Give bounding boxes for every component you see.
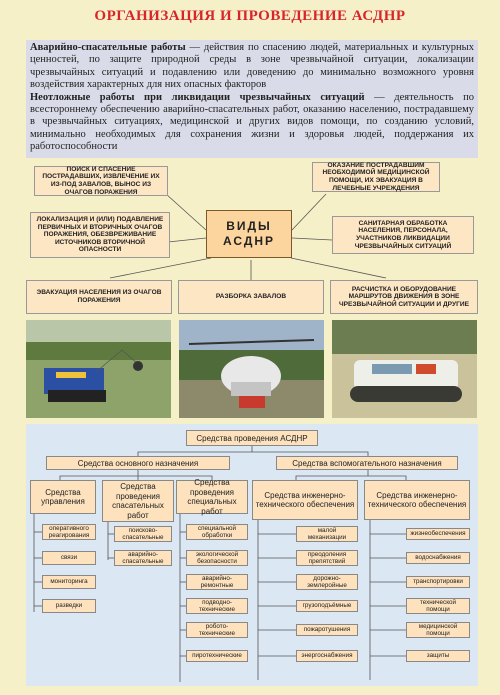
rescue-item-search: поисково-спасательные	[114, 526, 172, 542]
photo-helicopter	[179, 320, 324, 418]
engineering-label: Средства инженерно-технического обеспечения	[252, 480, 358, 520]
control-item-monitoring: мониторинга	[42, 575, 96, 589]
definition-urgent-works: — деятельность по всестороннему обеспечению аварийно-спасательных работ, оказанию населению, пострадавшему в чрезвычайных ситуациях, медицинской и других видов помощи, по созданию условий, минимально необходимых для сохранения жизни и здоровья людей, поддержания их работоспособности	[30, 91, 474, 153]
control-item-communication: связи	[42, 551, 96, 565]
engineering-item-power: энергоснабжения	[296, 650, 358, 662]
photo-tracked-vehicle	[332, 320, 477, 418]
engineering-item-obstacles: преодоления препятствий	[296, 550, 358, 566]
type-localization: ЛОКАЛИЗАЦИЯ И (ИЛИ) ПОДАВЛЕНИЕ ПЕРВИЧНЫХ И ВТОРИЧНЫХ ОЧАГОВ ПОРАЖЕНИЯ, ОБЕЗВРЕЖИВАНИЕ ИСТОЧНИКОВ ВТОРИЧНОЙ ОПАСНОСТИ	[30, 212, 170, 258]
type-medical: ОКАЗАНИЕ ПОСТРАДАВШИМ НЕОБХОДИМОЙ МЕДИЦИНСКОЙ ПОМОЩИ, ИХ ЭВАКУАЦИЯ В ЛЕЧЕБНЫЕ УЧРЕЖДЕНИЯ	[312, 162, 440, 192]
special-item-repair: аварийно-ремонтные	[186, 574, 248, 590]
type-sanitary: САНИТАРНАЯ ОБРАБОТКА НАСЕЛЕНИЯ, ПЕРСОНАЛА, УЧАСТНИКОВ ЛИКВИДАЦИИ ЧРЕЗВЫЧАЙНЫХ СИТУАЦИЙ	[332, 216, 474, 254]
life-item-transport: транспортировки	[406, 576, 470, 588]
page-title: ОРГАНИЗАЦИЯ И ПРОВЕДЕНИЕ АСДНР	[94, 8, 406, 24]
means-section	[26, 424, 478, 686]
term-rescue-works: Аварийно-спасательные работы	[30, 42, 186, 53]
means-aux: Средства вспомогательного назначения	[276, 456, 458, 470]
engineering-item-small-mech: малой механизации	[296, 526, 358, 542]
special-item-pyrotechnic: пиротехнические	[186, 650, 248, 662]
definitions-block	[26, 40, 478, 158]
life-label: Средства инженерно-технического обеспечения	[364, 480, 470, 520]
types-center	[206, 210, 292, 258]
life-item-protection: защиты	[406, 650, 470, 662]
control-label: Средства управления	[30, 480, 96, 514]
rescue-item-emergency: аварийно-спасательные	[114, 550, 172, 566]
means-root: Средства проведения АСДНР	[186, 430, 318, 446]
engineering-item-earthmoving: дорожно-землеройные	[296, 574, 358, 590]
life-item-water: водоснабжения	[406, 552, 470, 564]
photo-robot-vehicle	[26, 320, 171, 418]
term-urgent-works: Неотложные работы при ликвидации чрезвычайных ситуаций	[30, 91, 365, 103]
engineering-item-lifting: грузоподъёмные	[296, 600, 358, 612]
life-item-medical: медицинской помощи	[406, 622, 470, 638]
type-debris: РАЗБОРКА ЗАВАЛОВ	[178, 280, 324, 314]
control-item-reconnaissance: разведки	[42, 599, 96, 613]
type-routes: РАСЧИСТКА И ОБОРУДОВАНИЕ МАРШРУТОВ ДВИЖЕНИЯ В ЗОНЕ ЧРЕЗВЫЧАЙНОЙ СИТУАЦИИ И ДРУГИЕ	[330, 280, 478, 314]
types-center-line2: АСДНР	[222, 234, 276, 248]
life-item-tech-help: технической помощи	[406, 598, 470, 614]
engineering-item-firefighting: пожаротушения	[296, 624, 358, 636]
special-label: Средства проведения специальных работ	[176, 480, 248, 514]
special-item-ecology: экологической безопасности	[186, 550, 248, 566]
special-item-robotic: робото-технические	[186, 622, 248, 638]
types-diagram	[26, 160, 478, 320]
type-rescue: ПОИСК И СПАСЕНИЕ ПОСТРАДАВШИХ, ИЗВЛЕЧЕНИЕ ИХ ИЗ-ПОД ЗАВАЛОВ, ВЫНОС ИЗ ОЧАГОВ ПОРАЖЕНИЯ	[34, 166, 168, 196]
definition-rescue-works: — действия по спасению людей, материальных и культурных ценностей, по защите природной среды в зоне чрезвычайной ситуации, локализации чрезвычайных ситуаций и подавлению или доведению до минимально возможного уровня воздействия характерных для них опасных факторов	[30, 42, 474, 91]
type-evacuation: ЭВАКУАЦИЯ НАСЕЛЕНИЯ ИЗ ОЧАГОВ ПОРАЖЕНИЯ	[26, 280, 172, 314]
means-main: Средства основного назначения	[46, 456, 230, 470]
special-item-underwater: подводно-технические	[186, 598, 248, 614]
photo-strip	[26, 320, 478, 418]
rescue-label: Средства проведения спасательных работ	[102, 480, 174, 522]
life-item-life-support: жизнеобеспечения	[406, 528, 470, 540]
special-item-treatment: специальной обработки	[186, 524, 248, 540]
control-item-operational: оперативного реагирования	[42, 524, 96, 540]
types-center-line1: ВИДЫ	[226, 219, 272, 233]
